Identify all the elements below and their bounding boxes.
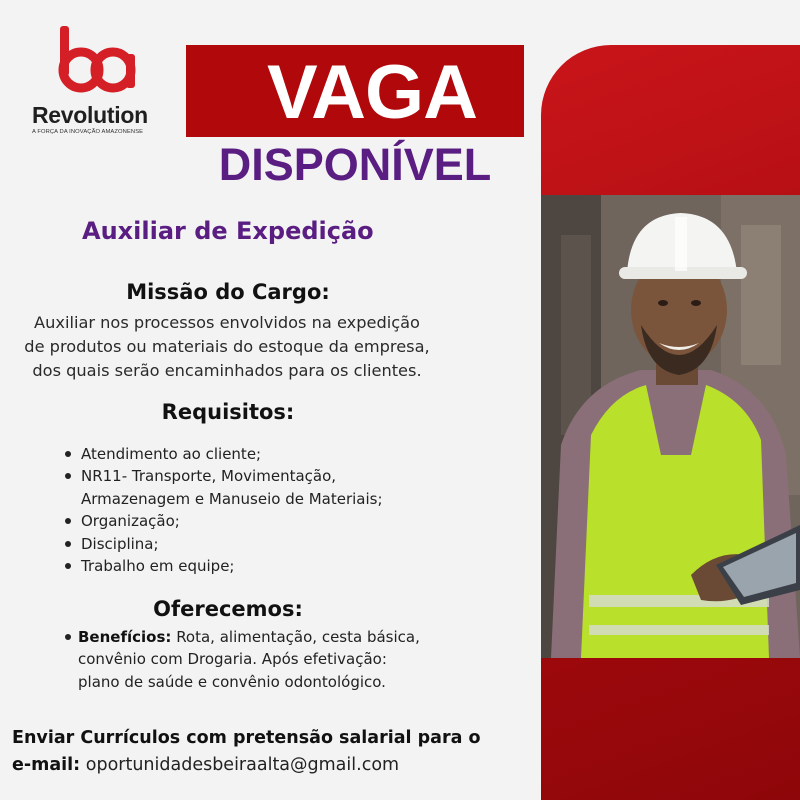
list-item	[62, 626, 422, 693]
list-item: NR11- Transporte, Movimentação, Armazenagem e Manuseio de Materiais;	[62, 465, 412, 510]
offer-heading: Oferecemos:	[153, 597, 303, 621]
page-subtitle: DISPONÍVEL	[218, 139, 492, 190]
brand-name: Revolution	[32, 102, 148, 128]
mission-text: Auxiliar nos processos envolvidos na expedição de produtos ou materiais do estoque da empresa, dos quais serão encaminhados para os clientes.	[24, 313, 430, 380]
mission-heading: Missão do Cargo:	[126, 280, 330, 304]
brand-logo	[28, 26, 168, 136]
email-label: e-mail:	[12, 755, 81, 775]
list-item: Disciplina;	[62, 533, 482, 555]
list-item: Organização;	[62, 510, 482, 532]
benefits-label: Benefícios:	[78, 628, 172, 646]
job-title: Auxiliar de Expedição	[82, 217, 374, 245]
brand-tagline: A FORÇA DA INOVAÇÃO AMAZONENSE	[32, 129, 144, 135]
cta-text: Enviar Currículos com pretensão salarial para o	[12, 728, 481, 748]
logo-mark-icon	[56, 26, 136, 98]
list-item: Trabalho em equipe;	[62, 555, 482, 577]
cta-email-line	[12, 755, 399, 775]
email-link[interactable]: oportunidadesbeiraalta@gmail.com	[85, 755, 400, 775]
list-item: Atendimento ao cliente;	[62, 443, 482, 465]
benefits-text: Rota, alimentação, cesta básica, convênio com Drogaria. Após efetivação: plano de saúde e convênio odontológico.	[78, 628, 420, 691]
offer-section	[62, 626, 422, 693]
page-title: VAGA	[267, 49, 477, 135]
requirements-heading: Requisitos:	[161, 400, 295, 424]
requirements-list	[62, 443, 482, 577]
worker-photo	[541, 195, 800, 658]
